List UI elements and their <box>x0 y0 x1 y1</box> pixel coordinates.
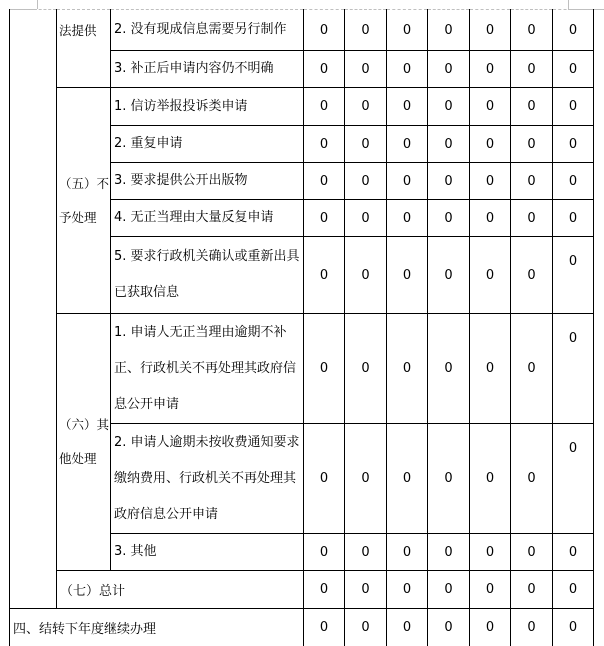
value-cell: 0 <box>470 200 511 237</box>
value-cell: 0 <box>470 88 511 126</box>
left-merged-empty-cell <box>10 10 57 609</box>
value-cell: 0 <box>345 163 387 200</box>
value-cell: 0 <box>553 609 594 646</box>
category-cell: （六）其他处理 <box>57 314 111 571</box>
value-cell: 0 <box>345 200 387 237</box>
table-row <box>10 314 594 424</box>
item-label-cell: 2. 重复申请 <box>111 126 304 163</box>
value-cell: 0 <box>428 314 470 424</box>
value-cell: 0 <box>387 126 428 163</box>
table-row <box>10 571 594 609</box>
value-cell: 0 <box>470 126 511 163</box>
value-cell: 0 <box>304 88 345 126</box>
value-cell: 0 <box>428 163 470 200</box>
item-label-cell: 4. 无正当理由大量反复申请 <box>111 200 304 237</box>
value-cell: 0 <box>553 126 594 163</box>
value-cell: 0 <box>511 424 553 534</box>
value-cell: 0 <box>387 88 428 126</box>
page-boundary-tick-left <box>37 0 38 9</box>
value-cell: 0 <box>553 10 594 51</box>
value-cell: 0 <box>428 88 470 126</box>
value-cell: 0 <box>428 534 470 571</box>
value-cell: 0 <box>304 314 345 424</box>
value-cell: 0 <box>511 200 553 237</box>
value-cell: 0 <box>387 10 428 51</box>
value-cell: 0 <box>345 571 387 609</box>
value-cell: 0 <box>470 424 511 534</box>
value-cell: 0 <box>511 609 553 646</box>
value-cell: 0 <box>345 51 387 88</box>
value-cell: 0 <box>428 571 470 609</box>
value-cell: 0 <box>387 609 428 646</box>
value-cell: 0 <box>387 51 428 88</box>
value-cell: 0 <box>387 163 428 200</box>
value-cell: 0 <box>387 424 428 534</box>
value-cell: 0 <box>470 609 511 646</box>
value-cell: 0 <box>304 609 345 646</box>
carryover-row-label: 四、结转下年度继续办理 <box>10 609 304 646</box>
value-cell: 0 <box>345 126 387 163</box>
value-cell: 0 <box>470 314 511 424</box>
value-cell: 0 <box>511 10 553 51</box>
table-row <box>10 88 594 126</box>
value-cell: 0 <box>553 200 594 237</box>
value-cell: 0 <box>553 534 594 571</box>
item-label-cell: 1. 信访举报投诉类申请 <box>111 88 304 126</box>
value-cell: 0 <box>345 10 387 51</box>
item-label-cell: 5. 要求行政机关确认或重新出具已获取信息 <box>111 237 304 314</box>
value-cell: 0 <box>304 10 345 51</box>
item-label-cell: 2. 申请人逾期未按收费通知要求缴纳费用、行政机关不再处理其政府信息公开申请 <box>111 424 304 534</box>
value-cell: 0 <box>428 200 470 237</box>
category-cell: 法提供 <box>57 10 111 88</box>
value-cell: 0 <box>345 237 387 314</box>
value-cell: 0 <box>304 200 345 237</box>
item-label-cell: 2. 没有现成信息需要另行制作 <box>111 10 304 51</box>
value-cell: 0 <box>428 609 470 646</box>
value-cell: 0 <box>428 424 470 534</box>
value-cell: 0 <box>470 534 511 571</box>
value-cell: 0 <box>304 571 345 609</box>
value-cell: 0 <box>345 314 387 424</box>
item-label-cell: 3. 其他 <box>111 534 304 571</box>
item-label-cell: 3. 要求提供公开出版物 <box>111 163 304 200</box>
value-cell: 0 <box>470 571 511 609</box>
value-cell: 0 <box>428 237 470 314</box>
disclosure-statistics-table <box>9 9 594 646</box>
value-cell: 0 <box>387 314 428 424</box>
value-cell: 0 <box>428 126 470 163</box>
value-cell: 0 <box>304 51 345 88</box>
value-cell: 0 <box>345 424 387 534</box>
table-row <box>10 10 594 51</box>
value-cell: 0 <box>387 200 428 237</box>
value-cell: 0 <box>428 51 470 88</box>
value-cell: 0 <box>345 88 387 126</box>
value-cell: 0 <box>470 51 511 88</box>
value-cell: 0 <box>553 88 594 126</box>
page-boundary-tick-right <box>568 0 569 9</box>
value-cell: 0 <box>553 424 594 534</box>
value-cell: 0 <box>470 163 511 200</box>
value-cell: 0 <box>511 163 553 200</box>
value-cell: 0 <box>511 126 553 163</box>
value-cell: 0 <box>511 51 553 88</box>
value-cell: 0 <box>304 126 345 163</box>
category-cell: （五）不予处理 <box>57 88 111 314</box>
value-cell: 0 <box>387 237 428 314</box>
value-cell: 0 <box>553 163 594 200</box>
value-cell: 0 <box>387 571 428 609</box>
item-label-cell: 3. 补正后申请内容仍不明确 <box>111 51 304 88</box>
value-cell: 0 <box>511 314 553 424</box>
value-cell: 0 <box>553 51 594 88</box>
value-cell: 0 <box>553 314 594 424</box>
value-cell: 0 <box>428 10 470 51</box>
table-row <box>10 609 594 646</box>
item-label-cell: 1. 申请人无正当理由逾期不补正、行政机关不再处理其政府信息公开申请 <box>111 314 304 424</box>
value-cell: 0 <box>511 237 553 314</box>
value-cell: 0 <box>345 609 387 646</box>
value-cell: 0 <box>387 534 428 571</box>
value-cell: 0 <box>470 237 511 314</box>
value-cell: 0 <box>345 534 387 571</box>
value-cell: 0 <box>553 571 594 609</box>
total-row-label: （七）总计 <box>57 571 304 609</box>
value-cell: 0 <box>511 88 553 126</box>
value-cell: 0 <box>304 237 345 314</box>
value-cell: 0 <box>470 10 511 51</box>
value-cell: 0 <box>511 534 553 571</box>
value-cell: 0 <box>304 534 345 571</box>
value-cell: 0 <box>304 424 345 534</box>
value-cell: 0 <box>304 163 345 200</box>
value-cell: 0 <box>553 237 594 314</box>
value-cell: 0 <box>511 571 553 609</box>
